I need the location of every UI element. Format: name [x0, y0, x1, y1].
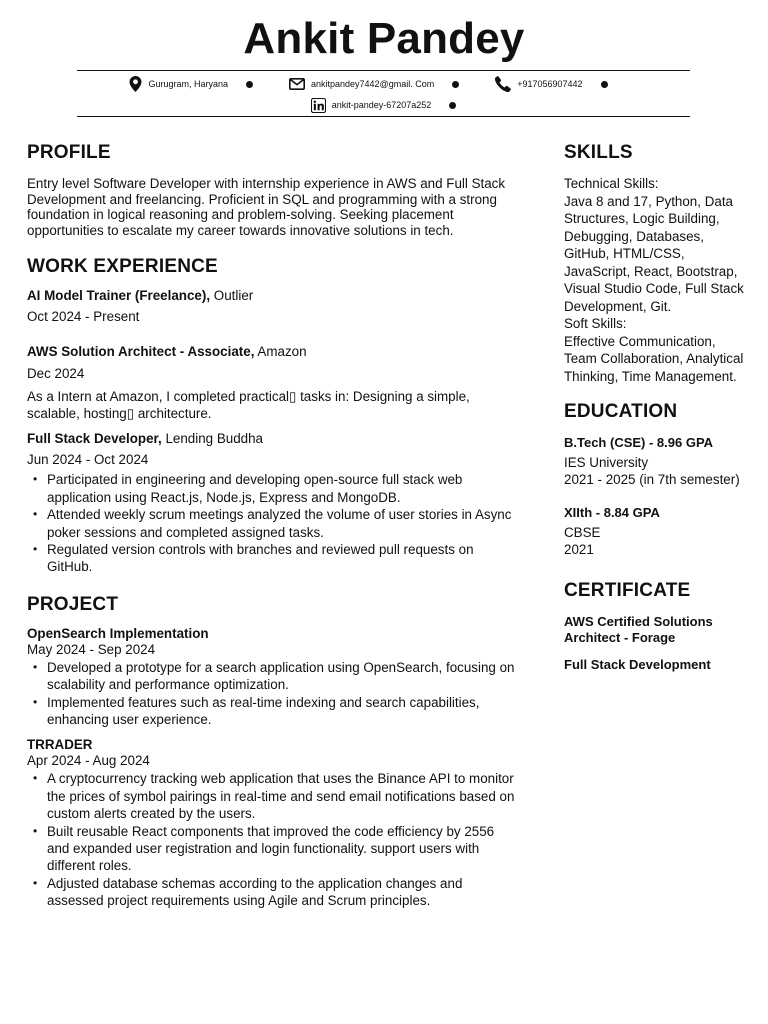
job-title-line: [27, 431, 517, 447]
contact-phone[interactable]: [495, 76, 582, 92]
soft-skills-label: Soft Skills:: [564, 316, 627, 331]
job-title: Full Stack Developer,: [27, 431, 162, 447]
project-dates: May 2024 - Sep 2024: [27, 641, 156, 657]
project-dates: Apr 2024 - Aug 2024: [27, 753, 150, 769]
skills-heading: SKILLS: [564, 142, 633, 163]
list-item: • Adjusted database schemas according to the application changes and assessed project requirements using Agile and Scrum principles.: [27, 875, 517, 910]
certificate-item: Full Stack Development: [564, 656, 711, 672]
job-bullets: [27, 471, 512, 575]
job-dates: Dec 2024: [27, 366, 85, 382]
degree: XIIth - 8.84 GPA: [564, 504, 660, 520]
linkedin-icon: [311, 98, 326, 113]
certificate-item: AWS Certified Solutions Architect - Forage: [564, 613, 713, 646]
years: 2021 - 2025 (in 7th semester): [564, 472, 740, 487]
header-bottom-divider: [77, 116, 690, 117]
list-item: • Implemented features such as real-time indexing and search capabilities, enhancing user experience.: [27, 694, 517, 729]
soft-skills-list: Effective Communication, Team Collaboration, Analytical Thinking, Time Management.: [564, 333, 744, 384]
candidate-name: Ankit Pandey: [243, 14, 525, 63]
job-company: Amazon: [257, 344, 307, 360]
list-item: • A cryptocurrency tracking web application that uses the Binance API to monitor the prices of symbol pairings in real-time and send email notifications based on custom alerts created by the users.: [27, 770, 517, 822]
contact-row-1: [77, 74, 690, 94]
education-entry: [564, 435, 744, 488]
separator-dot: [601, 81, 608, 88]
school: CBSE: [564, 524, 601, 540]
job-company: Outlier: [213, 288, 254, 304]
project-entry: [27, 626, 517, 729]
project-bullets: [27, 659, 517, 729]
project-name: OpenSearch Implementation: [27, 625, 209, 641]
job-entry: [27, 344, 517, 422]
email-text[interactable]: ankitpandey7442@gmail. Com: [311, 79, 435, 89]
linkedin-text[interactable]: ankit-pandey-67207a252: [331, 100, 432, 110]
separator-dot: [246, 81, 253, 88]
job-entry: [27, 431, 517, 575]
contact-row-2: [77, 96, 690, 114]
project-bullets: [27, 770, 517, 909]
certificate-heading: CERTIFICATE: [564, 579, 691, 601]
contact-linkedin[interactable]: [311, 98, 432, 113]
job-title-line: [27, 288, 517, 304]
separator-dot: [449, 102, 456, 109]
work-experience-heading: WORK EXPERIENCE: [27, 256, 218, 278]
job-description: As a Intern at Amazon, I completed practical▯ tasks in: Designing a simple, scalable, hosting▯ architecture.: [27, 389, 470, 422]
right-column: [564, 140, 744, 673]
location-pin-icon: [129, 76, 142, 92]
location-text: Gurugram, Haryana: [148, 79, 228, 89]
list-item: • Regulated version controls with branches and reviewed pull requests on GitHub.: [27, 541, 512, 576]
list-item: • Attended weekly scrum meetings analyzed the volume of user stories in Async poker sessions and completed assigned tasks.: [27, 506, 512, 541]
profile-heading: PROFILE: [27, 142, 111, 163]
mail-icon: [289, 78, 305, 90]
job-company: Lending Buddha: [165, 431, 263, 447]
project-heading: PROJECT: [27, 593, 119, 615]
technical-skills-label: Technical Skills:: [564, 176, 659, 191]
separator-dot: [452, 81, 459, 88]
phone-icon: [495, 76, 511, 92]
profile-summary: Entry level Software Developer with internship experience in AWS and Full Stack Development and freelancing. Proficient in SQL and programming with a strong foundation in logical reasoning and problem-solving. Seeking placement opportunities to escalate my career towards innovative solutions in tech.: [27, 176, 506, 238]
list-item: • Built reusable React components that improved the code efficiency by 2556 and expanded user registration and login functionality. support users with different roles.: [27, 823, 517, 875]
degree: B.Tech (CSE) - 8.96 GPA: [564, 435, 714, 450]
left-column: [27, 140, 517, 910]
technical-skills-list: Java 8 and 17, Python, Data Structures, Logic Building, Debugging, Databases, GitHub, HTML/CSS, JavaScript, React, Bootstrap, Visual Studio Code, Full Stack Development, Git.: [564, 193, 744, 314]
contact-location: [129, 76, 228, 92]
job-title-line: [27, 344, 517, 360]
job-entry: [27, 288, 517, 325]
phone-text[interactable]: +917056907442: [517, 79, 583, 89]
job-title: AI Model Trainer (Freelance),: [27, 288, 211, 304]
job-title: AWS Solution Architect - Associate,: [27, 344, 255, 360]
header-top-divider: [77, 70, 690, 71]
contact-email[interactable]: [289, 78, 434, 90]
project-entry: [27, 737, 517, 909]
list-item: • Participated in engineering and developing open-source full stack web application using React.js, Node.js, Express and MongoDB.: [27, 471, 512, 506]
job-dates: Jun 2024 - Oct 2024: [27, 452, 149, 468]
project-name: TRRADER: [27, 737, 93, 753]
job-dates: Oct 2024 - Present: [27, 309, 140, 325]
list-item: • Developed a prototype for a search application using OpenSearch, focusing on scalability and performance optimization.: [27, 659, 517, 694]
education-heading: EDUCATION: [564, 401, 678, 422]
education-entry: [564, 505, 744, 558]
years: 2021: [564, 541, 594, 557]
school: IES University: [564, 455, 649, 470]
